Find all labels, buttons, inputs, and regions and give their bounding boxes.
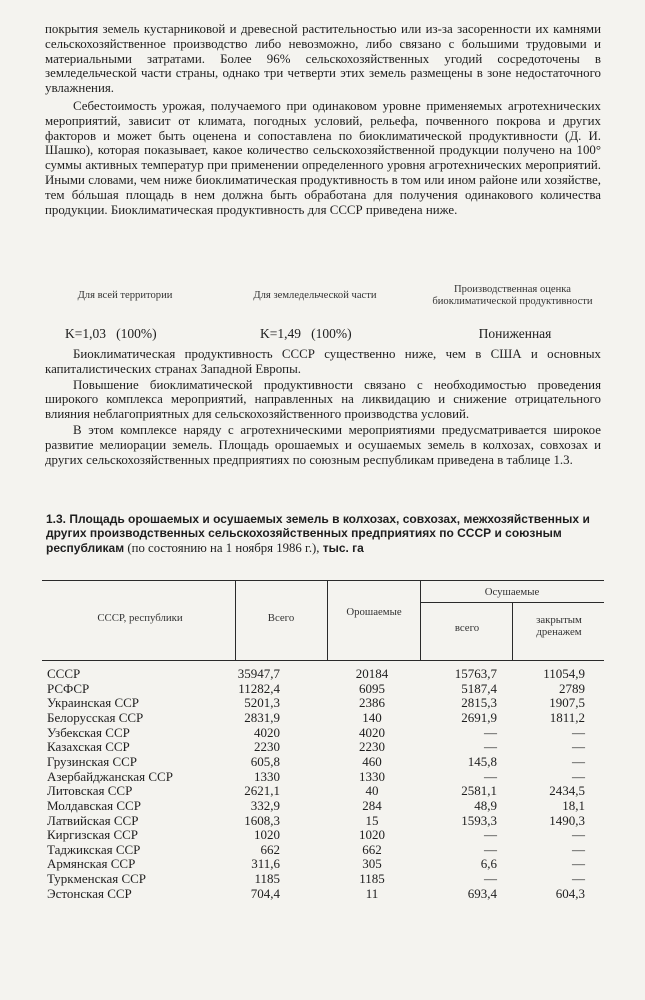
- table-row: [0, 711, 645, 726]
- col-header-drained: Осушаемые: [484, 586, 540, 598]
- row-total: 5201,3: [244, 695, 280, 711]
- row-irrigated: 15: [365, 812, 379, 828]
- table-vline: [235, 580, 236, 660]
- row-total: 2230: [254, 739, 280, 755]
- row-drained: 48,9: [474, 797, 497, 813]
- row-irrigated: 140: [362, 709, 382, 725]
- row-irrigated: 2230: [359, 739, 385, 755]
- row-irrigated: 4020: [359, 724, 385, 740]
- row-drained: 693,4: [467, 885, 497, 901]
- row-drained: 1593,3: [461, 812, 497, 828]
- row-total: 2621,1: [244, 783, 280, 799]
- paragraph: Повышение биоклиматической продуктивности связано с необходимостью проведения широкого комплекса мероприятий, направленных на ликвидацию и снижение отрицательного влияния неблагоприятных для сельскохозяйственного производства условий.: [45, 377, 601, 422]
- row-drained: 6,6: [480, 856, 497, 872]
- row-name: Украинская ССР: [47, 695, 140, 711]
- text-block-top: [45, 22, 601, 217]
- table-row: [0, 667, 645, 682]
- row-total: 332,9: [250, 797, 280, 813]
- row-total: 1185: [254, 871, 280, 887]
- row-name: Таджикская ССР: [47, 841, 141, 857]
- table-row: [0, 696, 645, 711]
- row-closed-drainage: —: [572, 768, 585, 784]
- paragraph: В этом комплексе наряду с агротехническими мероприятиями предусматривается широкое развитие мелиорации земель. Площадь орошаемых и осушаемых земель в колхозах, совхозах и других сельскохозяйственных предприятиях по союзным республикам приведена в таблице 1.3.: [45, 422, 601, 467]
- table-row: [0, 814, 645, 829]
- table-row: [0, 872, 645, 887]
- table-vline: [420, 580, 421, 660]
- row-name: Узбекская ССР: [47, 724, 130, 740]
- table-row: [0, 887, 645, 902]
- row-total: 1608,3: [244, 812, 280, 828]
- row-total: 1020: [254, 827, 280, 843]
- row-irrigated: 305: [362, 856, 382, 872]
- row-closed-drainage: 2789: [559, 680, 585, 696]
- table-row: [0, 726, 645, 741]
- col-header-irrigated: Орошаемые: [346, 606, 402, 618]
- row-drained: 2581,1: [461, 783, 497, 799]
- col-header-total: Всего: [267, 612, 295, 624]
- row-irrigated: 662: [362, 841, 382, 857]
- row-irrigated: 1020: [359, 827, 385, 843]
- table-top-rule: [42, 580, 604, 581]
- row-total: 605,8: [250, 753, 280, 769]
- productivity-value-assessment: Пониженная: [478, 326, 552, 341]
- row-total: 35947,7: [237, 666, 280, 681]
- row-drained: —: [484, 724, 497, 740]
- row-drained: —: [484, 768, 497, 784]
- row-name: Молдавская ССР: [47, 797, 141, 813]
- row-total: 11282,4: [238, 680, 280, 696]
- row-irrigated: 284: [362, 797, 382, 813]
- row-drained: 2691,9: [461, 709, 497, 725]
- paragraph: покрытия земель кустарниковой и древесной растительностью или из-за засоренности их камнями сельскохозяйственное производство либо невозможно, либо связано с большими трудовыми и материальными затратами. Более 96% сельскохозяйственных угодий сосредоточены в земледельческой части страны, однако три четверти этих земель размещены в зоне недостаточного увлажнения.: [45, 22, 601, 96]
- row-name: СССР: [47, 666, 81, 681]
- row-name: Грузинская ССР: [47, 753, 138, 769]
- row-name: Эстонская ССР: [47, 885, 132, 901]
- table-vline: [512, 603, 513, 660]
- table-row: [0, 682, 645, 697]
- table-row: [0, 843, 645, 858]
- table-caption-date: (по состоянию на 1 ноября 1986 г.),: [127, 540, 320, 555]
- row-total: 2831,9: [244, 709, 280, 725]
- col-header-drained-total: всего: [454, 622, 480, 634]
- row-drained: 2815,3: [461, 695, 497, 711]
- row-drained: 5187,4: [461, 680, 497, 696]
- row-drained: —: [484, 739, 497, 755]
- row-irrigated: 1330: [359, 768, 385, 784]
- table-caption-units: тыс. га: [322, 540, 364, 555]
- col-header-closed-drainage: закрытым дренажем: [536, 614, 582, 638]
- row-irrigated: 20184: [355, 666, 389, 681]
- row-irrigated: 40: [365, 783, 379, 799]
- productivity-header-agricultural: Для земледельческой части: [253, 290, 377, 301]
- table-row: [0, 857, 645, 872]
- row-name: Латвийская ССР: [47, 812, 139, 828]
- row-drained: —: [484, 871, 497, 887]
- row-name: РСФСР: [47, 680, 90, 696]
- table-caption: [46, 512, 606, 555]
- row-closed-drainage: —: [572, 871, 585, 887]
- row-closed-drainage: —: [572, 739, 585, 755]
- row-closed-drainage: 2434,5: [549, 783, 585, 799]
- text-block-bottom: [45, 347, 601, 467]
- row-name: Литовская ССР: [47, 783, 133, 799]
- row-drained: 15763,7: [454, 666, 497, 681]
- table-caption-title: 1.3. Площадь орошаемых и осушаемых земель в колхозах, совхозах, межхозяйственных и других производственных сельскохозяйственных предприятиях по СССР и союзным республикам: [46, 512, 590, 555]
- row-closed-drainage: —: [572, 856, 585, 872]
- row-irrigated: 2386: [359, 695, 385, 711]
- row-name: Туркменская ССР: [47, 871, 147, 887]
- row-name: Белорусская ССР: [47, 709, 144, 725]
- productivity-value-territory: K=1,03 (100%): [65, 326, 157, 341]
- table-row: [0, 784, 645, 799]
- table-row: [0, 799, 645, 814]
- row-closed-drainage: —: [572, 753, 585, 769]
- row-total: 4020: [254, 724, 280, 740]
- row-irrigated: 1185: [359, 871, 385, 887]
- table-row: [0, 828, 645, 843]
- table-row: [0, 770, 645, 785]
- productivity-value-agricultural: K=1,49 (100%): [260, 326, 352, 341]
- row-drained: 145,8: [467, 753, 497, 769]
- row-closed-drainage: —: [572, 841, 585, 857]
- row-closed-drainage: —: [572, 724, 585, 740]
- row-irrigated: 11: [365, 885, 379, 901]
- row-closed-drainage: 604,3: [555, 885, 585, 901]
- row-closed-drainage: 11054,9: [543, 666, 585, 681]
- table-vline: [327, 580, 328, 660]
- table-header-bottom-rule: [42, 660, 604, 661]
- table-row: [0, 740, 645, 755]
- row-irrigated: 6095: [359, 680, 385, 696]
- row-closed-drainage: —: [572, 827, 585, 843]
- row-closed-drainage: 1490,3: [549, 812, 585, 828]
- paragraph: Биоклиматическая продуктивность СССР существенно ниже, чем в США и основных капиталистических странах Западной Европы.: [45, 347, 601, 376]
- productivity-header-territory: Для всей территории: [77, 290, 173, 301]
- row-name: Армянская ССР: [47, 856, 136, 872]
- row-irrigated: 460: [362, 753, 382, 769]
- row-closed-drainage: 18,1: [562, 797, 585, 813]
- row-total: 311,6: [251, 856, 280, 872]
- row-total: 1330: [254, 768, 280, 784]
- col-header-region: СССР, республики: [97, 612, 183, 624]
- row-name: Киргизская ССР: [47, 827, 139, 843]
- row-total: 662: [260, 841, 280, 857]
- table-row: [0, 755, 645, 770]
- row-name: Казахская ССР: [47, 739, 130, 755]
- paragraph: Себестоимость урожая, получаемого при одинаковом уровне применяемых агротехнических мероприятий, зависит от климата, погодных условий, рельефа, почвенного покрова и других факторов и может быть оценена и сопоставлена по биоклиматической продуктивности (Д. И. Шашко), которая показывает, какое количество сельскохозяйственной продукции получено на 100° суммы активных температур при применении определенного уровня агротехнических мероприятий. Иными словами, чем ниже биоклиматическая продуктивность в том или ином районе или хозяйстве, тем бóльшая площадь в нем должна быть обработана для получения одинакового количества продукции. Биоклиматическая продуктивность для СССР приведена ниже.: [45, 98, 601, 217]
- productivity-header-assessment: Производственная оценка биоклиматической продуктивности: [432, 284, 593, 307]
- row-closed-drainage: 1907,5: [549, 695, 585, 711]
- row-drained: —: [484, 841, 497, 857]
- row-drained: —: [484, 827, 497, 843]
- row-total: 704,4: [250, 885, 280, 901]
- row-closed-drainage: 1811,2: [549, 709, 585, 725]
- row-name: Азербайджанская ССР: [47, 768, 173, 784]
